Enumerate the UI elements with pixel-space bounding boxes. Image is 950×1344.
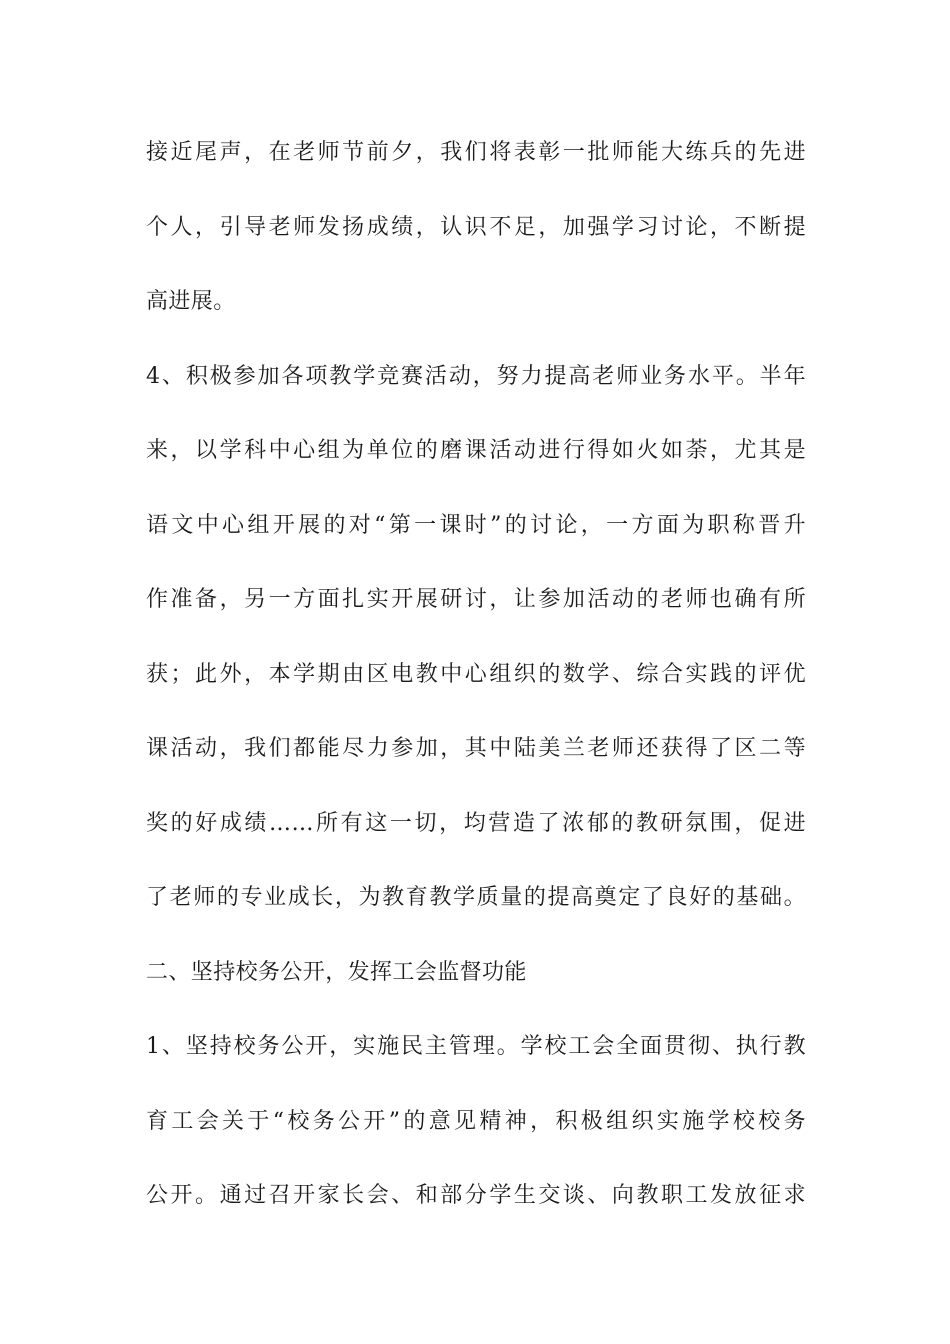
text-line: 二、坚持校务公开，发挥工会监督功能: [146, 959, 527, 985]
text-line: 语文中心组开展的对“第一课时”的讨论，一方面为职称晋升: [146, 512, 806, 538]
text-line: 作准备，另一方面扎实开展研讨，让参加活动的老师也确有所: [146, 587, 806, 612]
text-line: 接近尾声，在老师节前夕，我们将表彰一批师能大练兵的先进: [146, 140, 806, 165]
text-line: 育工会关于“校务公开”的意见精神，积极组织实施学校校务: [146, 1108, 806, 1134]
text-line: 4、积极参加各项教学竞赛活动，努力提高老师业务水平。半年: [146, 363, 806, 389]
text-line: 个人，引导老师发扬成绩，认识不足，加强学习讨论，不断提: [146, 214, 806, 240]
text-line: 获；此外，本学期由区电教中心组织的数学、综合实践的评优: [146, 661, 806, 687]
text-line: 奖的好成绩……所有这一切，均营造了浓郁的教研氛围，促进: [146, 810, 806, 836]
text-line: 来，以学科中心组为单位的磨课活动进行得如火如荼，尤其是: [146, 438, 806, 463]
text-line: 公开。通过召开家长会、和部分学生交谈、向教职工发放征求: [146, 1183, 806, 1208]
text-line: 1、坚持校务公开，实施民主管理。学校工会全面贯彻、执行教: [146, 1034, 806, 1059]
text-line: 高进展。: [146, 289, 236, 314]
text-line: 课活动，我们都能尽力参加，其中陆美兰老师还获得了区二等: [146, 736, 806, 761]
text-line: 了老师的专业成长，为教育教学质量的提高奠定了良好的基础。: [146, 885, 806, 910]
document-body: [146, 135, 806, 1253]
